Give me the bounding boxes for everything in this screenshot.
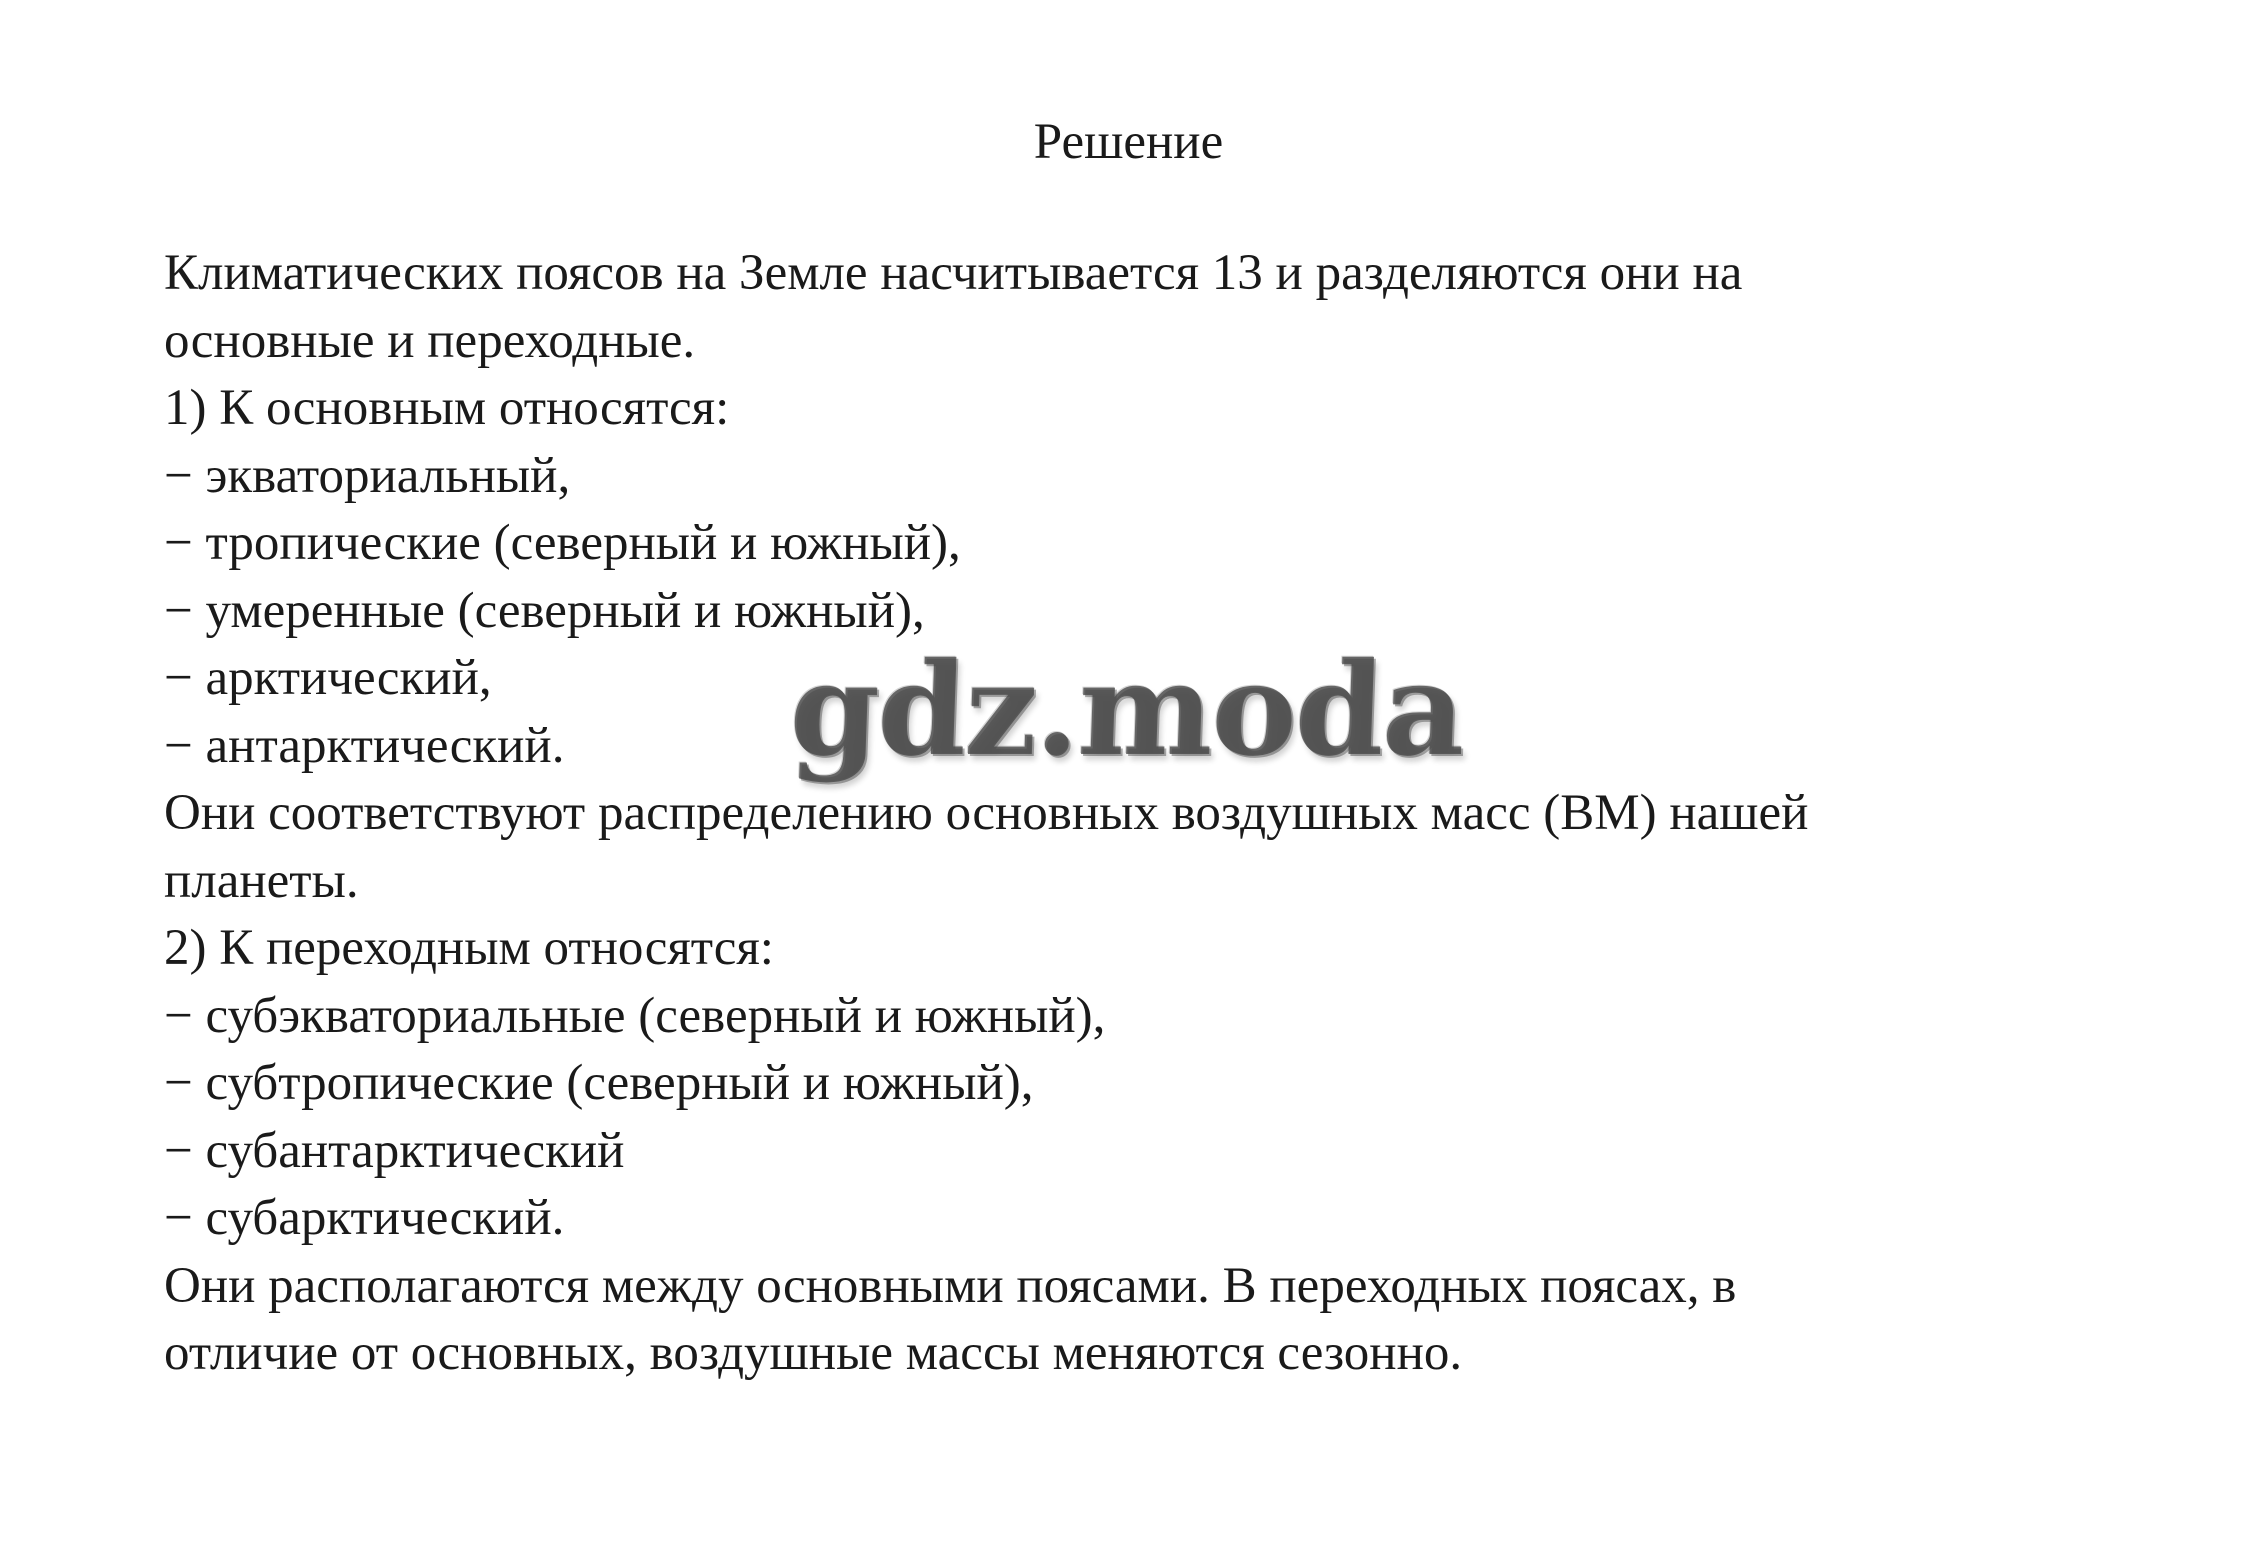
watermark-logo: gdz.moda xyxy=(787,635,1467,785)
list-item: − тропические (северный и южный), xyxy=(164,515,961,571)
text-line: Климатических поясов на Земле насчитывается 13 и разделяются они на xyxy=(164,245,1743,301)
text-line: Они соответствуют распределению основных воздушных масс (ВМ) нашей xyxy=(164,785,1809,841)
list-item: − антарктический. xyxy=(164,717,565,774)
list-heading: 2) К переходным относятся: xyxy=(164,920,774,976)
text-line: отличие от основных, воздушные массы меняются сезонно. xyxy=(164,1325,1463,1381)
list-item: − умеренные (северный и южный), xyxy=(164,582,925,639)
list-item: − субарктический. xyxy=(164,1190,565,1246)
list-item: − экваториальный, xyxy=(164,447,571,504)
list-heading: 1) К основным относятся: xyxy=(164,380,730,436)
text-line: планеты. xyxy=(164,852,359,909)
document-body xyxy=(164,240,2164,1388)
text-line: Они располагаются между основными поясами. В переходных поясах, в xyxy=(164,1257,1737,1314)
text-line: основные и переходные. xyxy=(164,312,696,369)
list-item: − субтропические (северный и южный), xyxy=(164,1055,1034,1111)
list-item: − субантарктический xyxy=(164,1122,625,1179)
document-title: Решение xyxy=(1033,114,1224,170)
list-item: − субэкваториальные (северный и южный), xyxy=(164,987,1106,1044)
list-item: − арктический, xyxy=(164,650,492,706)
